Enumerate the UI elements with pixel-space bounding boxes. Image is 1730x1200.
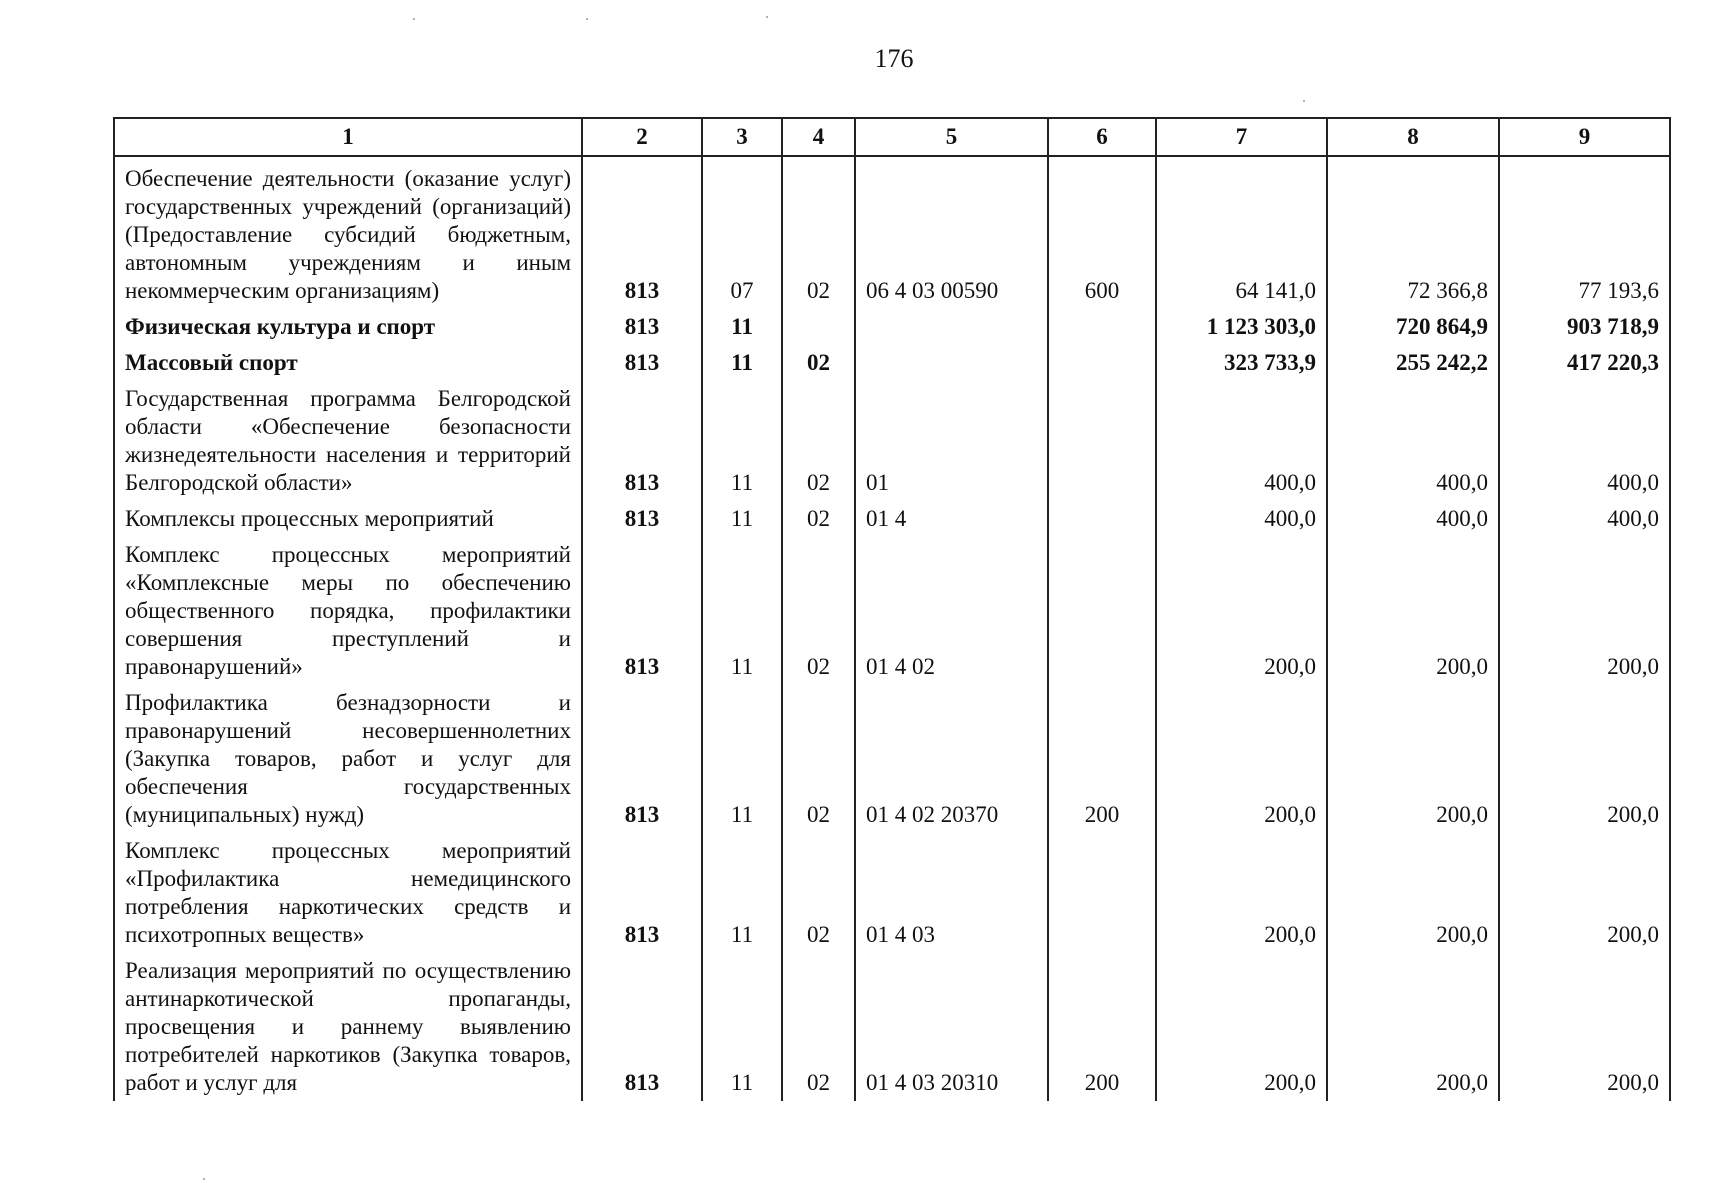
column-header: 5 [855, 118, 1048, 156]
column-header: 3 [702, 118, 782, 156]
cell-amount-col7: 200,0 [1156, 685, 1327, 833]
cell-amount-col8: 200,0 [1327, 685, 1499, 833]
cell-amount-col8: 72 366,8 [1327, 156, 1499, 309]
row-name: Комплексы процессных мероприятий [114, 501, 582, 537]
cell-amount-col7: 200,0 [1156, 953, 1327, 1101]
cell-amount-col9: 200,0 [1499, 953, 1670, 1101]
cell-amount-col7: 1 123 303,0 [1156, 309, 1327, 345]
cell-amount-col9: 903 718,9 [1499, 309, 1670, 345]
cell-subsection: 02 [782, 156, 855, 309]
cell-target-article [855, 345, 1048, 381]
cell-section: 11 [702, 381, 782, 501]
row-name: Государственная программа Белгородской области «Обеспечение безопасности жизнедеятельности населения и территорий Белгородской области» [114, 381, 582, 501]
table-row [114, 501, 1670, 537]
cell-expense-type [1048, 537, 1156, 685]
table-header [114, 118, 1670, 156]
cell-admin-code: 813 [582, 833, 702, 953]
cell-admin-code: 813 [582, 685, 702, 833]
cell-amount-col9: 77 193,6 [1499, 156, 1670, 309]
cell-amount-col9: 400,0 [1499, 501, 1670, 537]
cell-section: 11 [702, 685, 782, 833]
column-header: 8 [1327, 118, 1499, 156]
cell-section: 11 [702, 345, 782, 381]
row-name: Физическая культура и спорт [114, 309, 582, 345]
column-header: 2 [582, 118, 702, 156]
cell-amount-col7: 400,0 [1156, 501, 1327, 537]
scan-speck [586, 18, 588, 20]
column-header: 6 [1048, 118, 1156, 156]
column-header: 7 [1156, 118, 1327, 156]
cell-amount-col8: 200,0 [1327, 953, 1499, 1101]
cell-amount-col9: 200,0 [1499, 833, 1670, 953]
page-number: 176 [874, 44, 914, 73]
table-row [114, 833, 1670, 953]
cell-subsection: 02 [782, 685, 855, 833]
cell-subsection: 02 [782, 833, 855, 953]
cell-target-article: 01 4 02 [855, 537, 1048, 685]
budget-table [113, 117, 1671, 1101]
cell-amount-col9: 200,0 [1499, 537, 1670, 685]
cell-expense-type [1048, 501, 1156, 537]
cell-expense-type [1048, 345, 1156, 381]
table-row [114, 156, 1670, 309]
cell-amount-col8: 200,0 [1327, 833, 1499, 953]
cell-subsection [782, 309, 855, 345]
cell-target-article: 01 4 03 [855, 833, 1048, 953]
cell-section: 11 [702, 953, 782, 1101]
table-body [114, 156, 1670, 1101]
cell-expense-type: 200 [1048, 953, 1156, 1101]
cell-subsection: 02 [782, 501, 855, 537]
table-row [114, 381, 1670, 501]
table-row [114, 309, 1670, 345]
cell-admin-code: 813 [582, 345, 702, 381]
cell-amount-col7: 64 141,0 [1156, 156, 1327, 309]
cell-amount-col8: 255 242,2 [1327, 345, 1499, 381]
scan-speck [1303, 100, 1305, 102]
row-name: Профилактика безнадзорности и правонарушений несовершеннолетних (Закупка товаров, работ и услуг для обеспечения государственных (муниципальных) нужд) [114, 685, 582, 833]
cell-target-article [855, 309, 1048, 345]
cell-admin-code: 813 [582, 953, 702, 1101]
row-name: Комплекс процессных мероприятий «Комплексные меры по обеспечению общественного порядка, профилактики совершения преступлений и правонарушений» [114, 537, 582, 685]
cell-amount-col9: 417 220,3 [1499, 345, 1670, 381]
cell-admin-code: 813 [582, 381, 702, 501]
cell-target-article: 06 4 03 00590 [855, 156, 1048, 309]
row-name: Обеспечение деятельности (оказание услуг) государственных учреждений (организаций) (Предоставление субсидий бюджетным, автономным учреждениям и иным некоммерческим организациям) [114, 156, 582, 309]
scan-speck [413, 18, 415, 20]
cell-amount-col8: 200,0 [1327, 537, 1499, 685]
cell-amount-col7: 200,0 [1156, 833, 1327, 953]
cell-expense-type [1048, 381, 1156, 501]
cell-section: 11 [702, 537, 782, 685]
cell-section: 11 [702, 833, 782, 953]
cell-amount-col7: 323 733,9 [1156, 345, 1327, 381]
row-name: Массовый спорт [114, 345, 582, 381]
cell-target-article: 01 [855, 381, 1048, 501]
table-row [114, 537, 1670, 685]
table-row [114, 953, 1670, 1101]
cell-subsection: 02 [782, 345, 855, 381]
budget-table-sheet [113, 117, 1669, 1101]
cell-target-article: 01 4 03 20310 [855, 953, 1048, 1101]
cell-amount-col8: 720 864,9 [1327, 309, 1499, 345]
cell-subsection: 02 [782, 953, 855, 1101]
cell-expense-type: 200 [1048, 685, 1156, 833]
cell-admin-code: 813 [582, 501, 702, 537]
column-header: 9 [1499, 118, 1670, 156]
column-header: 1 [114, 118, 582, 156]
row-name: Комплекс процессных мероприятий «Профилактика немедицинского потребления наркотических средств и психотропных веществ» [114, 833, 582, 953]
cell-section: 11 [702, 309, 782, 345]
cell-amount-col7: 400,0 [1156, 381, 1327, 501]
cell-expense-type [1048, 833, 1156, 953]
cell-admin-code: 813 [582, 156, 702, 309]
cell-expense-type: 600 [1048, 156, 1156, 309]
cell-amount-col7: 200,0 [1156, 537, 1327, 685]
cell-section: 11 [702, 501, 782, 537]
cell-subsection: 02 [782, 537, 855, 685]
cell-admin-code: 813 [582, 537, 702, 685]
row-name: Реализация мероприятий по осуществлению антинаркотической пропаганды, просвещения и раннему выявлению потребителей наркотиков (Закупка товаров, работ и услуг для [114, 953, 582, 1101]
column-header: 4 [782, 118, 855, 156]
cell-target-article: 01 4 02 20370 [855, 685, 1048, 833]
scan-speck [766, 16, 768, 18]
cell-amount-col8: 400,0 [1327, 501, 1499, 537]
cell-section: 07 [702, 156, 782, 309]
cell-amount-col8: 400,0 [1327, 381, 1499, 501]
cell-expense-type [1048, 309, 1156, 345]
header-row [114, 118, 1670, 156]
cell-target-article: 01 4 [855, 501, 1048, 537]
table-row [114, 685, 1670, 833]
cell-amount-col9: 200,0 [1499, 685, 1670, 833]
cell-admin-code: 813 [582, 309, 702, 345]
cell-subsection: 02 [782, 381, 855, 501]
table-row [114, 345, 1670, 381]
cell-amount-col9: 400,0 [1499, 381, 1670, 501]
scan-speck [203, 1178, 205, 1180]
